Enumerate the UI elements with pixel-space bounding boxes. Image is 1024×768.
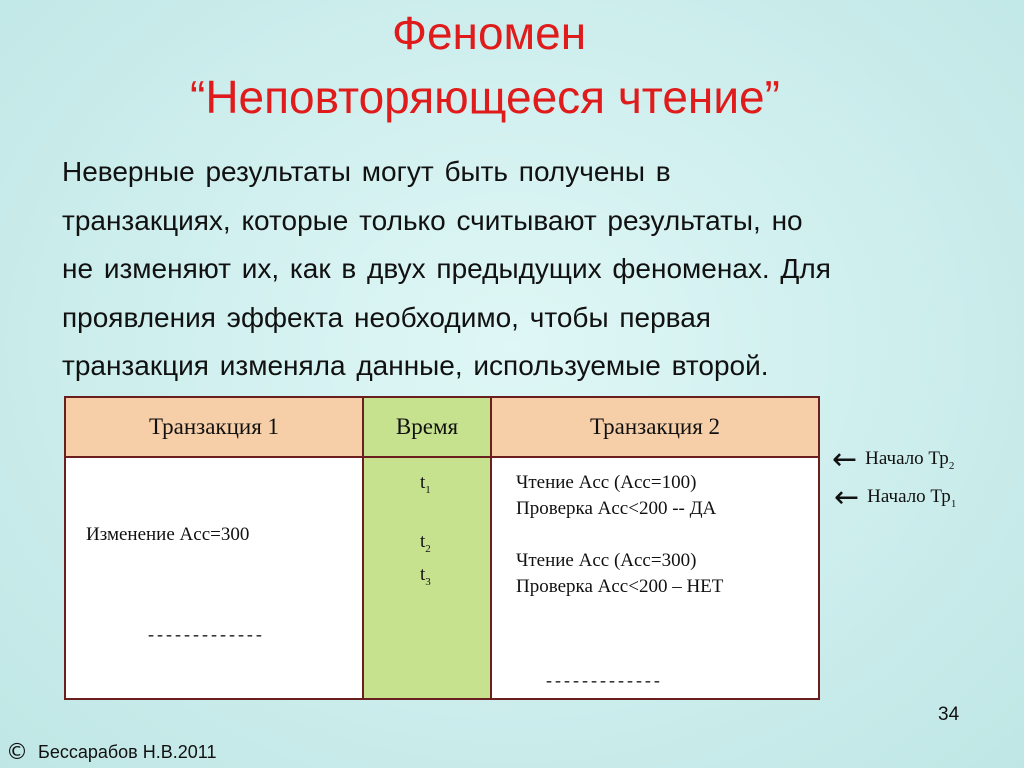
read-line: Чтение Acc (Acc=100) [516,472,697,493]
note-start-tr2 [832,441,955,477]
paragraph-line: проявления эффекта необходимо, чтобы первая [62,301,711,333]
header-transaction-1: Транзакция 1 [65,397,363,457]
note-start-tr1 [834,479,957,515]
paragraph-line: Неверные результаты могут быть получены в [62,156,671,187]
paragraph-line: транзакциях, которые только считывают результаты, но [62,204,803,236]
header-time: Время [363,397,491,457]
check-line: Проверка Acc<200 – НЕТ [516,576,724,597]
note-start-tr2-label: Начало $Тр_2$ [865,448,955,472]
transaction-1-cell [65,457,363,699]
dashed-separator: ------------- [148,624,265,644]
time-t3: $t_3$ [420,563,431,588]
slide-subtitle: “Неповторяющееся чтение” [190,71,780,123]
dashed-separator: ------------- [546,670,663,690]
time-cell [363,457,491,699]
note-start-tr1-label: Начало $Тр_1$ [867,486,957,510]
slide-title: Феномен [392,7,587,59]
time-t1: $t_1$ [420,472,431,496]
slide-paragraph [62,148,992,391]
read-line: Чтение Acc (Acc=300) [516,550,697,571]
copyright-footer [6,740,216,765]
change-acc-text: Изменение Acc=300 [86,524,250,545]
transaction-2-cell [491,457,819,699]
check-line: Проверка Acc<200 -- ДА [516,498,717,519]
paragraph-line: не изменяют их, как в двух предыдущих феноменах. Для [62,253,831,284]
arrow-left-icon: ← [832,441,858,477]
transaction-table [64,396,820,700]
page-number: 34 [938,704,960,725]
time-t2: $t_2$ [420,530,431,555]
header-transaction-2: Транзакция 2 [491,397,819,457]
author-label: Бессарабов Н.В.2011 [38,742,217,762]
arrow-left-icon: ← [834,479,860,515]
copyright-icon: © [6,740,28,765]
paragraph-line: транзакция изменяла данные, используемые второй. [62,350,769,381]
